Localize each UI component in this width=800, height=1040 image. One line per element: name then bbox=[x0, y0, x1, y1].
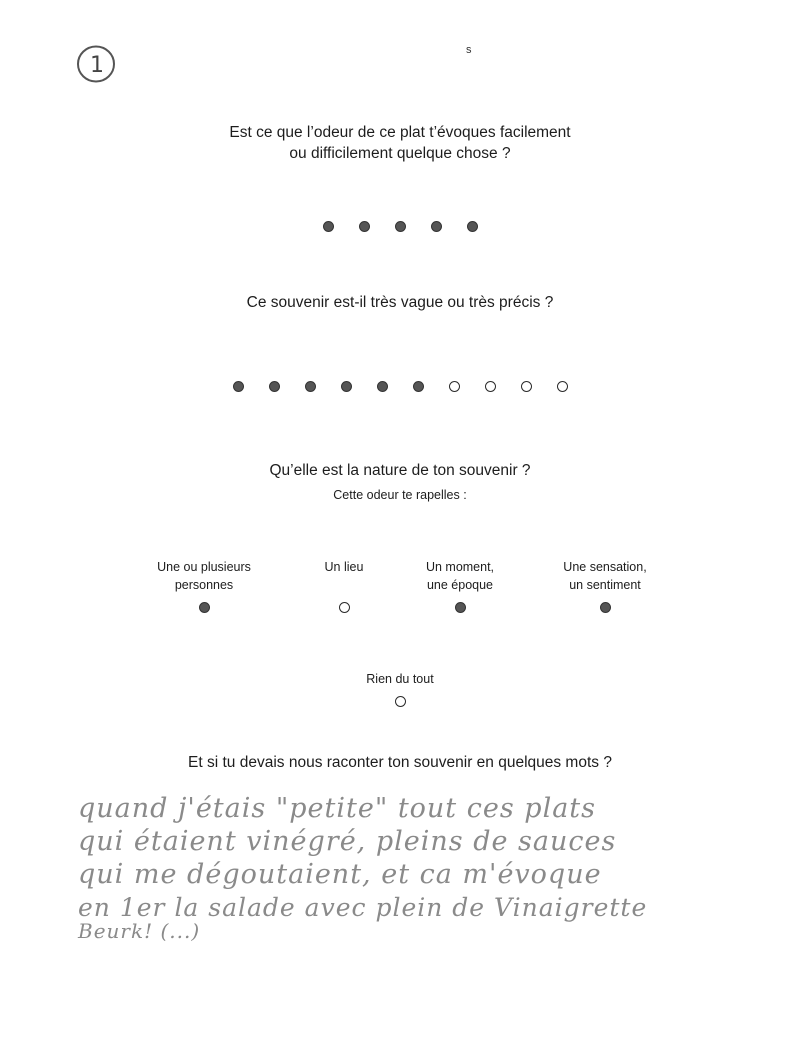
option-moment-radio[interactable] bbox=[455, 602, 466, 613]
question-2: Ce souvenir est-il très vague ou très précis ? bbox=[246, 294, 554, 311]
scale-2-dot-9[interactable] bbox=[521, 381, 532, 392]
scale-2 bbox=[0, 381, 800, 392]
scale-2-dot-1[interactable] bbox=[233, 381, 244, 392]
scale-1-dot-5[interactable] bbox=[467, 221, 478, 232]
option-feeling-radio[interactable] bbox=[600, 602, 611, 613]
option-feeling-label-line1: Une sensation, bbox=[563, 560, 647, 574]
scale-2-dot-6[interactable] bbox=[413, 381, 424, 392]
option-place-label-line1: Un lieu bbox=[324, 560, 364, 574]
scale-2-dot-4[interactable] bbox=[341, 381, 352, 392]
option-moment-label-line1: Un moment, bbox=[425, 560, 495, 574]
answer-line-1: quand j'étais "petite" tout ces plats bbox=[78, 793, 597, 824]
question-1-line2: ou difficilement quelque chose ? bbox=[289, 145, 511, 162]
question-3-title: Qu’elle est la nature de ton souvenir ? bbox=[269, 462, 531, 479]
option-nothing-radio[interactable] bbox=[395, 696, 406, 707]
question-1 bbox=[0, 122, 800, 164]
scale-2-dot-7[interactable] bbox=[449, 381, 460, 392]
answer-line-3: qui me dégoutaient, et ca m'évoque bbox=[78, 859, 602, 890]
answer-line-5: Beurk! (...) bbox=[78, 919, 201, 943]
option-persons-label-line1: Une ou plusieurs bbox=[157, 560, 251, 574]
scale-1-dot-2[interactable] bbox=[359, 221, 370, 232]
answer-line-4: en 1er la salade avec plein de Vinaigrette bbox=[78, 893, 648, 922]
top-mark: s bbox=[466, 44, 472, 56]
handwritten-answer bbox=[78, 792, 758, 942]
option-place-radio[interactable] bbox=[339, 602, 350, 613]
scale-1-dot-3[interactable] bbox=[395, 221, 406, 232]
question-1-line1: Est ce que l’odeur de ce plat t’évoques facilement bbox=[229, 124, 571, 141]
option-persons-label-line2: personnes bbox=[174, 578, 234, 592]
option-persons-radio[interactable] bbox=[199, 602, 210, 613]
answer-line-2: qui étaient vinégré, pleins de sauces bbox=[78, 826, 617, 857]
question-3-subtitle: Cette odeur te rapelles : bbox=[333, 488, 467, 502]
scale-1-dot-1[interactable] bbox=[323, 221, 334, 232]
option-feeling-label-line2: un sentiment bbox=[569, 578, 641, 592]
scale-2-dot-10[interactable] bbox=[557, 381, 568, 392]
scale-2-dot-3[interactable] bbox=[305, 381, 316, 392]
scale-1-dot-4[interactable] bbox=[431, 221, 442, 232]
scale-2-dot-8[interactable] bbox=[485, 381, 496, 392]
option-moment bbox=[390, 558, 530, 613]
option-nothing-label: Rien du tout bbox=[366, 672, 434, 686]
scale-1 bbox=[0, 221, 800, 232]
scale-2-dot-5[interactable] bbox=[377, 381, 388, 392]
option-nothing bbox=[330, 670, 470, 707]
option-feeling bbox=[535, 558, 675, 613]
option-persons bbox=[134, 558, 274, 613]
option-moment-label-line2: une époque bbox=[426, 578, 494, 592]
scale-2-dot-2[interactable] bbox=[269, 381, 280, 392]
question-4: Et si tu devais nous raconter ton souvenir en quelques mots ? bbox=[188, 754, 612, 771]
page-number: 1 bbox=[90, 53, 104, 78]
page-number-circle bbox=[74, 42, 120, 86]
